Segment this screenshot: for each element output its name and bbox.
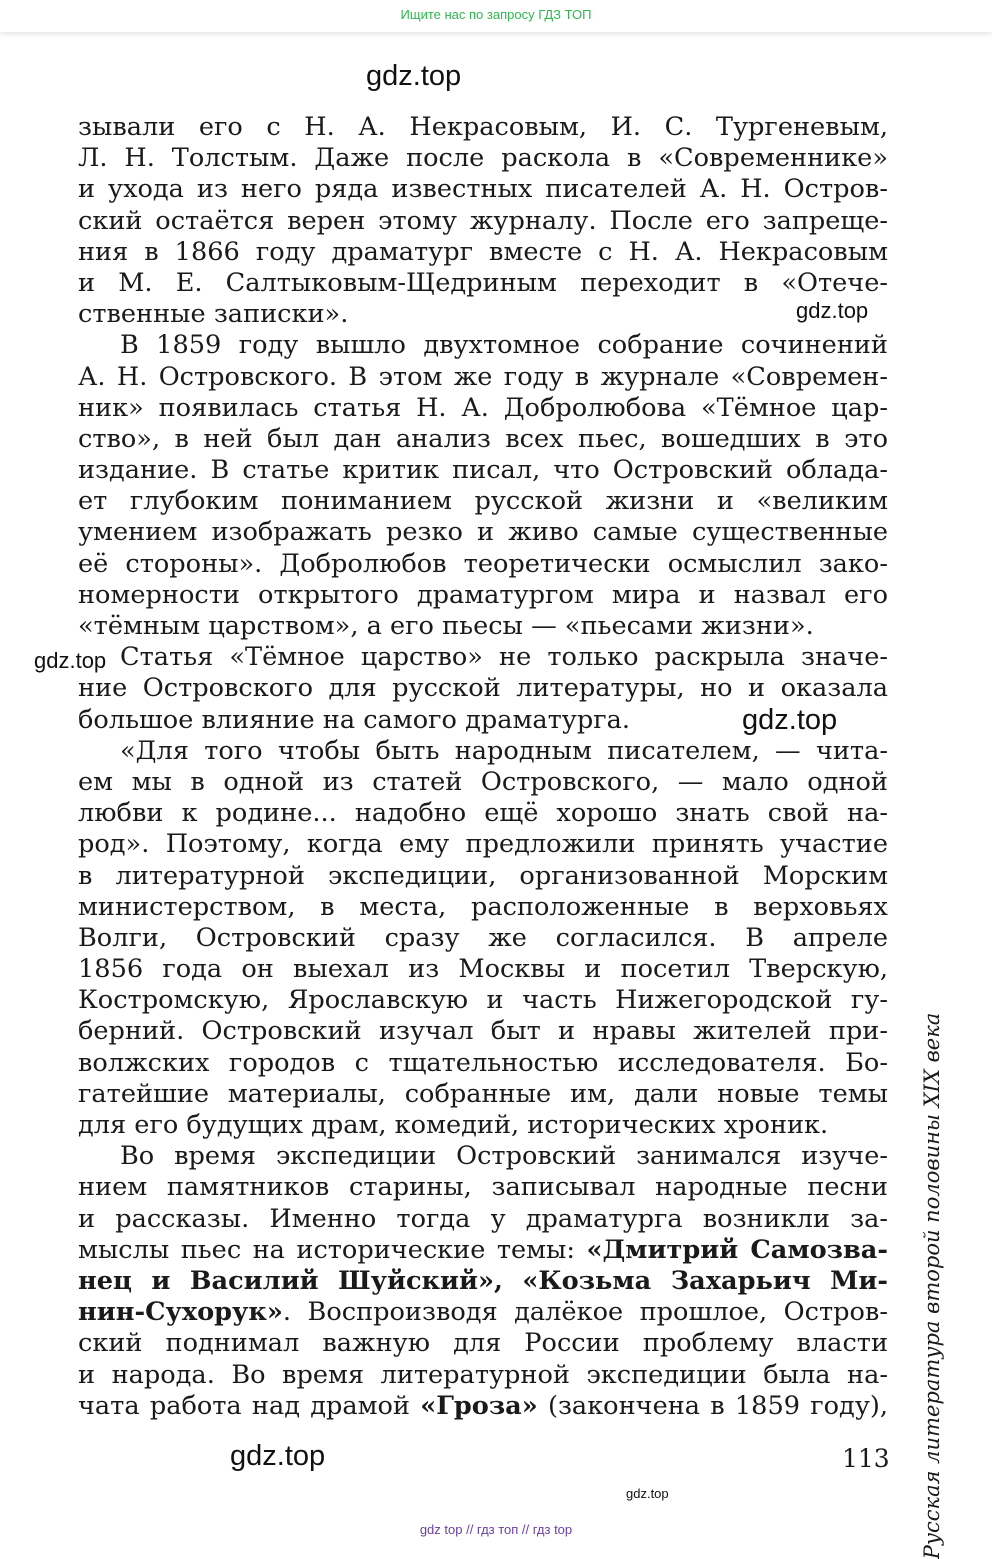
text-line: и рассказы. Именно тогда у драматурга возникли за- [78,1203,888,1234]
text-line: министерством, в места, расположенные в верховьях [78,891,888,922]
text-line: берний. Островский изучал быт и нравы жителей при- [78,1016,888,1047]
watermark-bottom-large: gdz.top [230,1440,326,1472]
text-line: и народа. Во время литературной экспедиции была на- [78,1359,888,1390]
watermark-middle: gdz.top [742,704,838,736]
search-notice-bar [0,0,992,32]
text-line [78,1266,888,1297]
text-line: и М. Е. Салтыковым-Щедриным переходит в «Отече- [78,267,888,298]
text-line: и ухода из него ряда известных писателей А. Н. Остров- [78,174,888,205]
text-line: любви к родине... надобно ещё хорошо знать свой на- [78,798,888,829]
text-line: Костромскую, Ярославскую и часть Нижегородской гу- [78,985,888,1016]
text-line: А. Н. Островского. В этом же году в журнале «Современ- [78,361,888,392]
play-title: нин-Сухорук» [78,1297,283,1328]
section-title: Русская литература второй половины XIX века [920,1012,944,1559]
text-line: мыслы пьес на исторические темы: «Дмитрий Самозва- [78,1234,888,1265]
text-line: ния в 1866 году драматург вместе с Н. А. Некрасовым [78,236,888,267]
footer-links[interactable] [0,1522,992,1537]
text-line: гатейшие материалы, собранные им, дали новые темы [78,1078,888,1109]
text-line: ние Островского для русской литературы, но и оказала [78,673,888,704]
text-line: чата работа над драмой «Гроза» (закончена в 1859 году), [78,1390,888,1421]
text-line: умением изображать резко и живо самые существенные [78,517,888,548]
text-line: Во время экспедиции Островский занимался изуче- [120,1141,888,1172]
watermark-left: gdz.top [34,648,107,673]
text-line: большое влияние на самого драматурга. [78,704,631,735]
watermark-top: gdz.top [366,60,462,92]
text-line: нин-Сухорук». Воспроизводя далёкое прошлое, Остров- [78,1297,888,1328]
text-line: ский остаётся верен этому журналу. После его запреще- [78,205,888,236]
text-line: ственные записки». [78,299,349,330]
watermark-right: gdz.top [796,298,869,323]
watermark-bottom-small: gdz.top [626,1486,669,1501]
text-line: ем мы в одной из статей Островского, — мало одной [78,766,888,797]
text-line: издание. В статье критик писал, что Островский облада- [78,455,888,486]
text-line: ник» появилась статья Н. А. Добролюбова «Тёмное цар- [78,392,888,423]
text-line: для его будущих драм, комедий, исторических хроник. [78,1110,829,1140]
search-notice-text: Ищите нас по запросу ГДЗ ТОП [400,7,592,22]
page-body-text [78,112,888,1422]
text-line: номерности открытого драматургом мира и назвал его [78,579,888,610]
text-line: ет глубоким пониманием русской жизни и «великим [78,486,888,517]
text-line: род». Поэтому, когда ему предложили принять участие [78,829,888,860]
text-line: «Для того чтобы быть народным писателем, — чита- [120,735,888,766]
text-line: волжских городов с тщательностью исследователя. Бо- [78,1047,888,1078]
text-line: нием памятников старины, записывал народные песни [78,1172,888,1203]
text-line: зывали его с Н. А. Некрасовым, И. С. Тургеневым, [78,112,888,142]
text-line: В 1859 году вышло двухтомное собрание сочинений [120,330,888,361]
text-line: ство», в ней был дан анализ всех пьес, вошедших в это [78,423,888,454]
play-title: нец и Василий Шуйский», «Козьма Захарьич Ми- [78,1265,888,1296]
text-line: 1856 года он выехал из Москвы и посетил Тверскую, [78,954,888,985]
text-line: ский поднимал важную для России проблему власти [78,1328,888,1359]
play-title: «Гроза» [420,1390,538,1421]
text-line: её стороны». Добролюбов теоретически осмыслил зако- [78,548,888,579]
text-line: Л. Н. Толстым. Даже после раскола в «Современнике» [78,143,888,174]
page-number: 113 [842,1444,890,1473]
text-line: в литературной экспедиции, организованной Морским [78,860,888,891]
footer-links-text[interactable]: gdz top // гдз топ // гдз top [419,1522,573,1537]
text-line: Статья «Тёмное царство» не только раскрыла значе- [120,642,888,673]
play-title: «Дмитрий Самозва- [586,1234,888,1265]
text-line: «тёмным царством», а его пьесы — «пьесами жизни». [78,611,814,641]
text-line: Волги, Островский сразу же согласился. В апреле [78,922,888,953]
